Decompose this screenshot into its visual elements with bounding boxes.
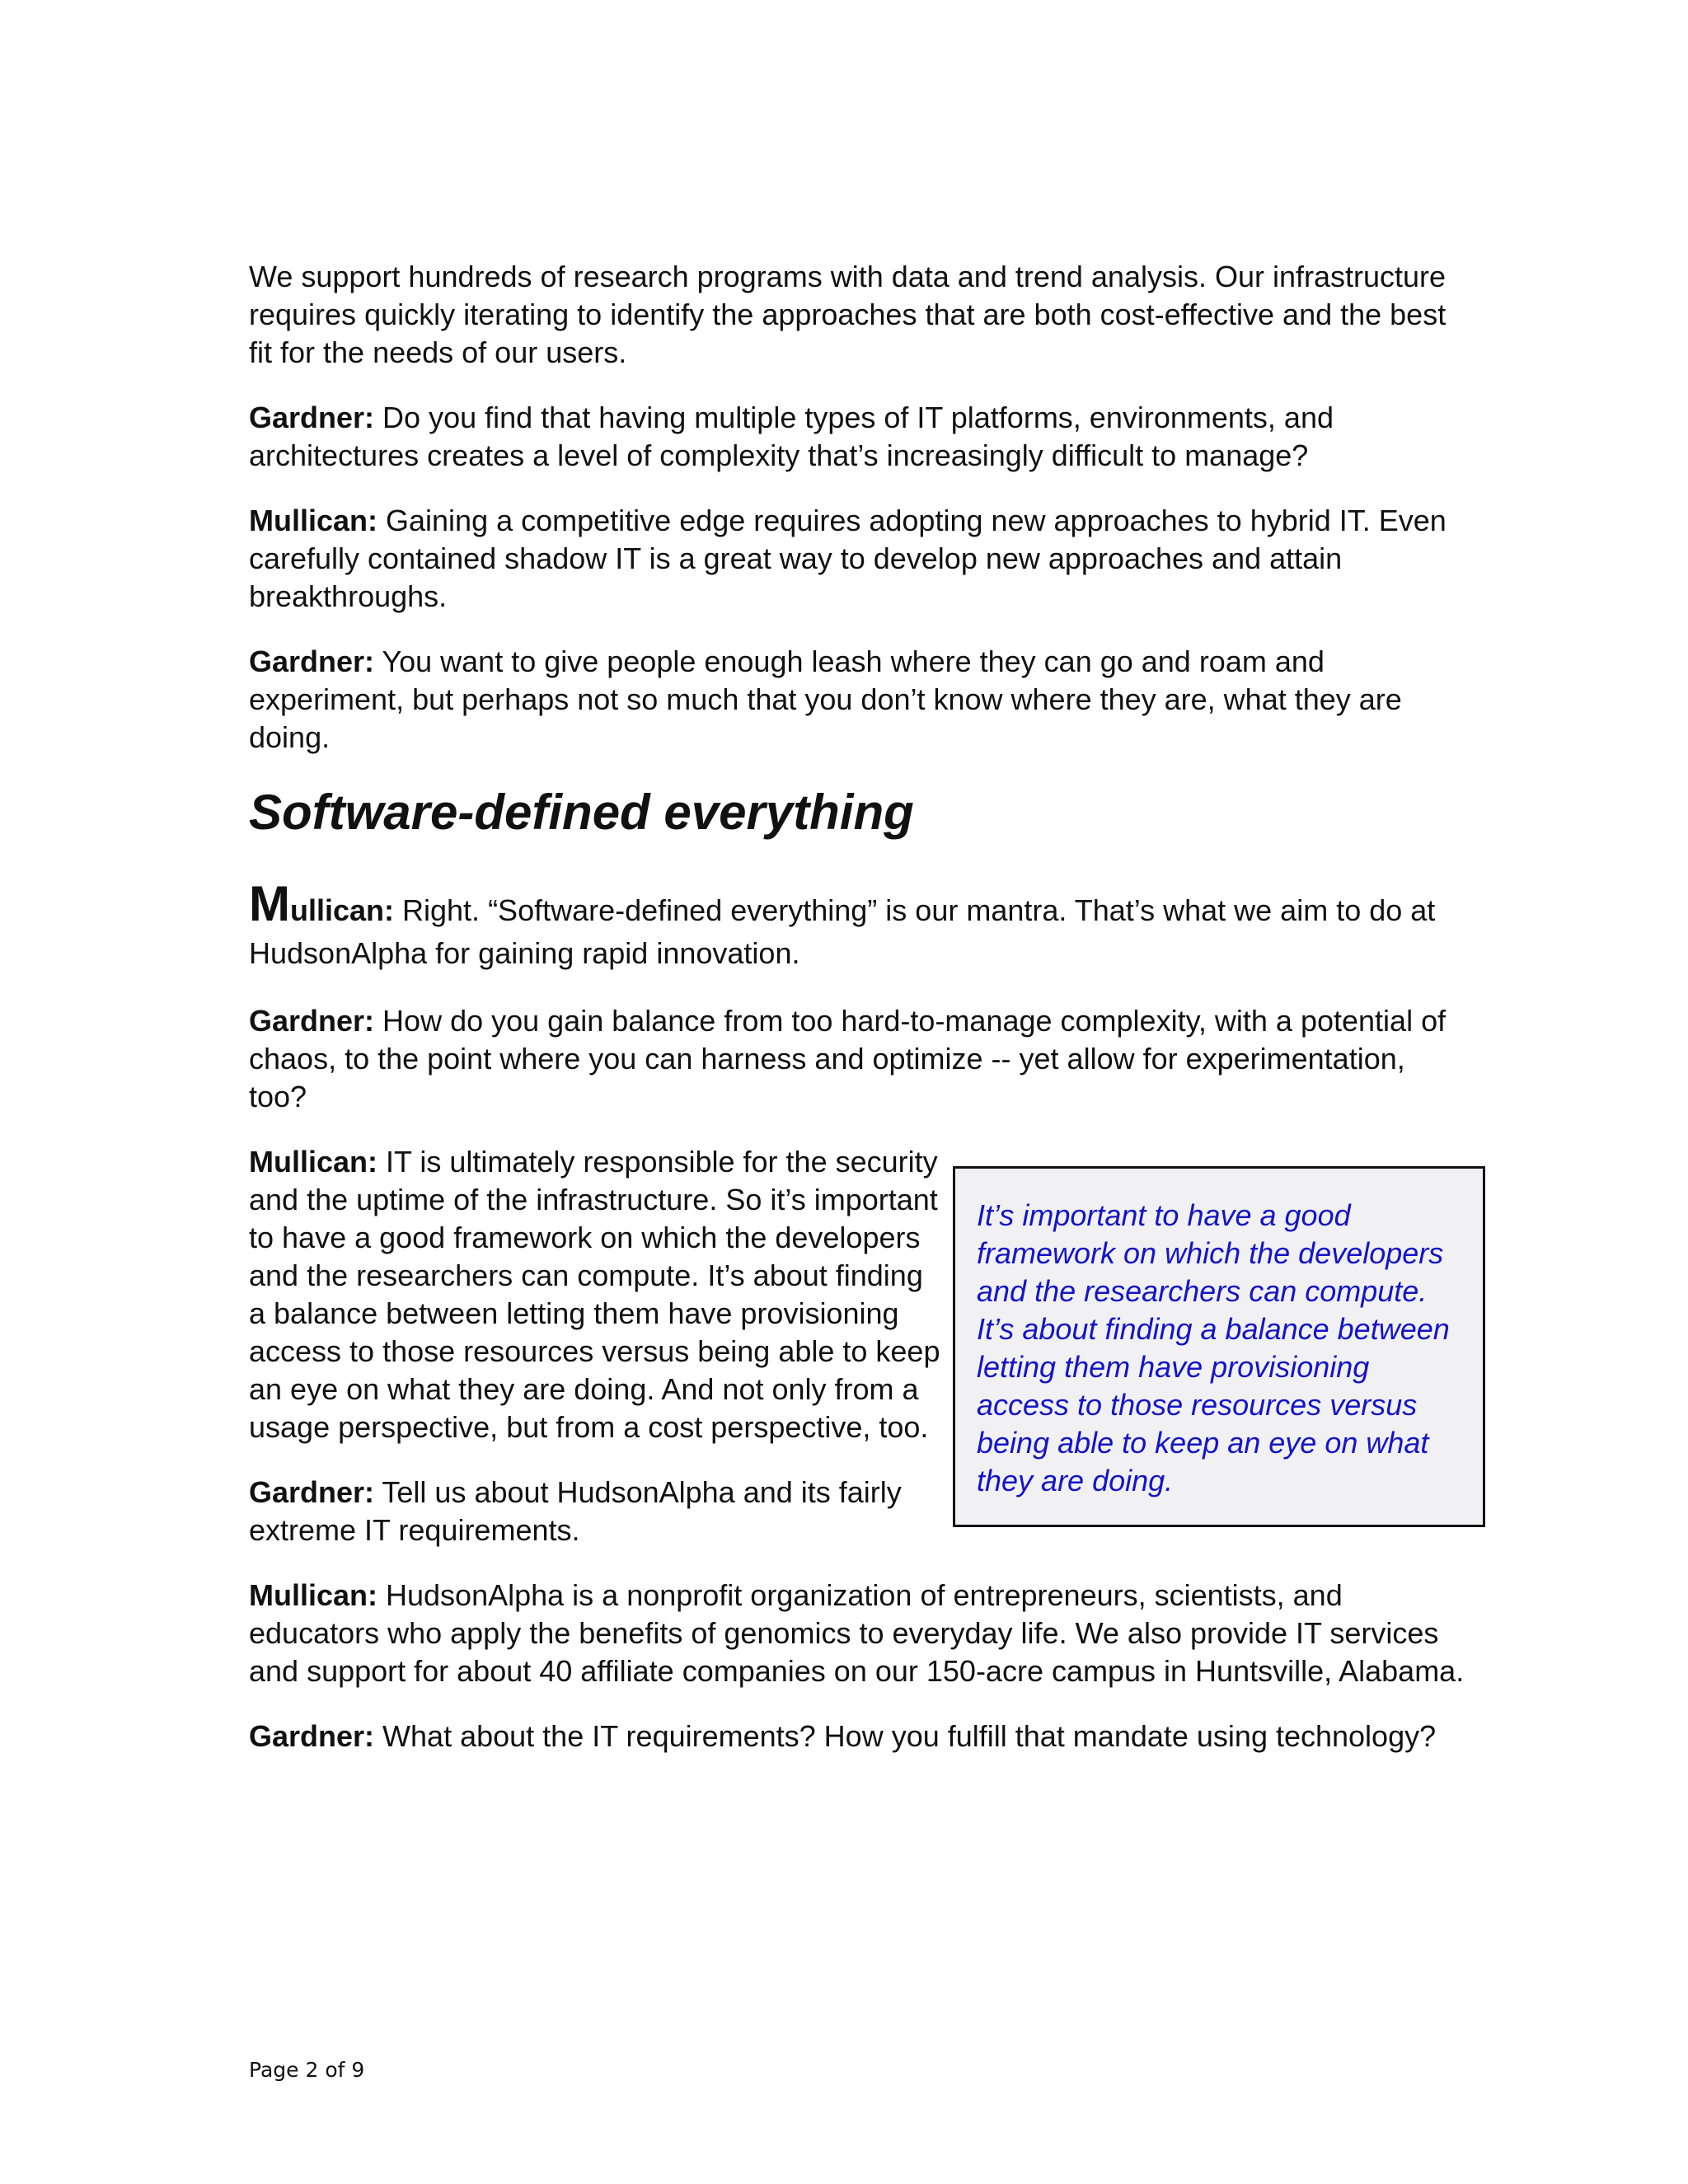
speaker-label: ullican: (289, 893, 395, 927)
speaker-label: Gardner: (249, 644, 375, 678)
paragraph-text: HudsonAlpha is a nonprofit organization of entrepreneurs, scientists, and educators who apply the benefits of genomics to everyday life. We also provide IT services and support for about 40 affiliate companies on our 150-acre campus in Huntsville, Alabama. (249, 1578, 1465, 1688)
paragraph-text: You want to give people enough leash where they can go and roam and experiment, but perhaps not so much that you don’t know where they are, what they are doing. (249, 644, 1402, 754)
paragraph-text: What about the IT requirements? How you fulfill that mandate using technology? (374, 1719, 1437, 1753)
document-body (249, 258, 1469, 1783)
paragraph (249, 502, 1469, 616)
pull-quote-box (953, 1166, 1485, 1527)
paragraph (249, 1143, 941, 1446)
paragraph (249, 399, 1469, 475)
paragraph-text: Tell us about HudsonAlpha and its fairly extreme IT requirements. (249, 1475, 902, 1547)
paragraph (249, 258, 1469, 372)
paragraph-text: Gaining a competitive edge requires adopting new approaches to hybrid IT. Even carefully contained shadow IT is a great way to develop new approaches and attain breakthroughs. (249, 504, 1447, 613)
section-heading: Software-defined everything (249, 785, 914, 840)
page-number-footer: Page 2 of 9 (249, 2058, 365, 2082)
paragraph (249, 1577, 1469, 1690)
speaker-label: Mullican: (249, 1578, 378, 1612)
paragraph (249, 1002, 1469, 1116)
paragraph-text: Right. “Software-defined everything” is our mantra. That’s what we aim to do at HudsonAlpha for gaining rapid innovation. (249, 893, 1436, 970)
speaker-label: Gardner: (249, 1475, 375, 1509)
speaker-label: Mullican: (249, 1145, 378, 1179)
speaker-label: Gardner: (249, 401, 375, 434)
dropcap-paragraph (249, 876, 1469, 975)
speaker-label: Mullican: (249, 504, 378, 537)
paragraph (249, 1474, 941, 1549)
speaker-label: Gardner: (249, 1719, 375, 1753)
paragraph-text: We support hundreds of research programs with data and trend analysis. Our infrastructure requires quickly iterating to identify the approaches that are both cost-effective and the best fit for the needs of our users. (249, 260, 1447, 369)
paragraph-text: IT is ultimately responsible for the security and the uptime of the infrastructure. So it’s important to have a good framework on which the developers and the researchers can compute. It’s about finding a balance between letting them have provisioning access to those resources versus being able to keep an eye on what they are doing. And not only from a usage perspective, but from a cost perspective, too. (249, 1145, 940, 1444)
paragraph (249, 1718, 1469, 1755)
paragraph (249, 643, 1469, 757)
paragraph-text: Do you find that having multiple types of IT platforms, environments, and architectures creates a level of complexity that’s increasingly difficult to manage? (249, 401, 1334, 472)
paragraph-text: How do you gain balance from too hard-to-manage complexity, with a potential of chaos, to the point where you can harness and optimize -- yet allow for experimentation, too? (249, 1004, 1447, 1113)
drop-cap-letter: M (249, 876, 290, 931)
speaker-label: Gardner: (249, 1004, 375, 1038)
pull-quote-text: It’s important to have a good framework on which the developers and the researchers can compute. It’s about finding a balance between letting them have provisioning access to those resources versus being able to keep an eye on what they are doing. (977, 1198, 1450, 1497)
